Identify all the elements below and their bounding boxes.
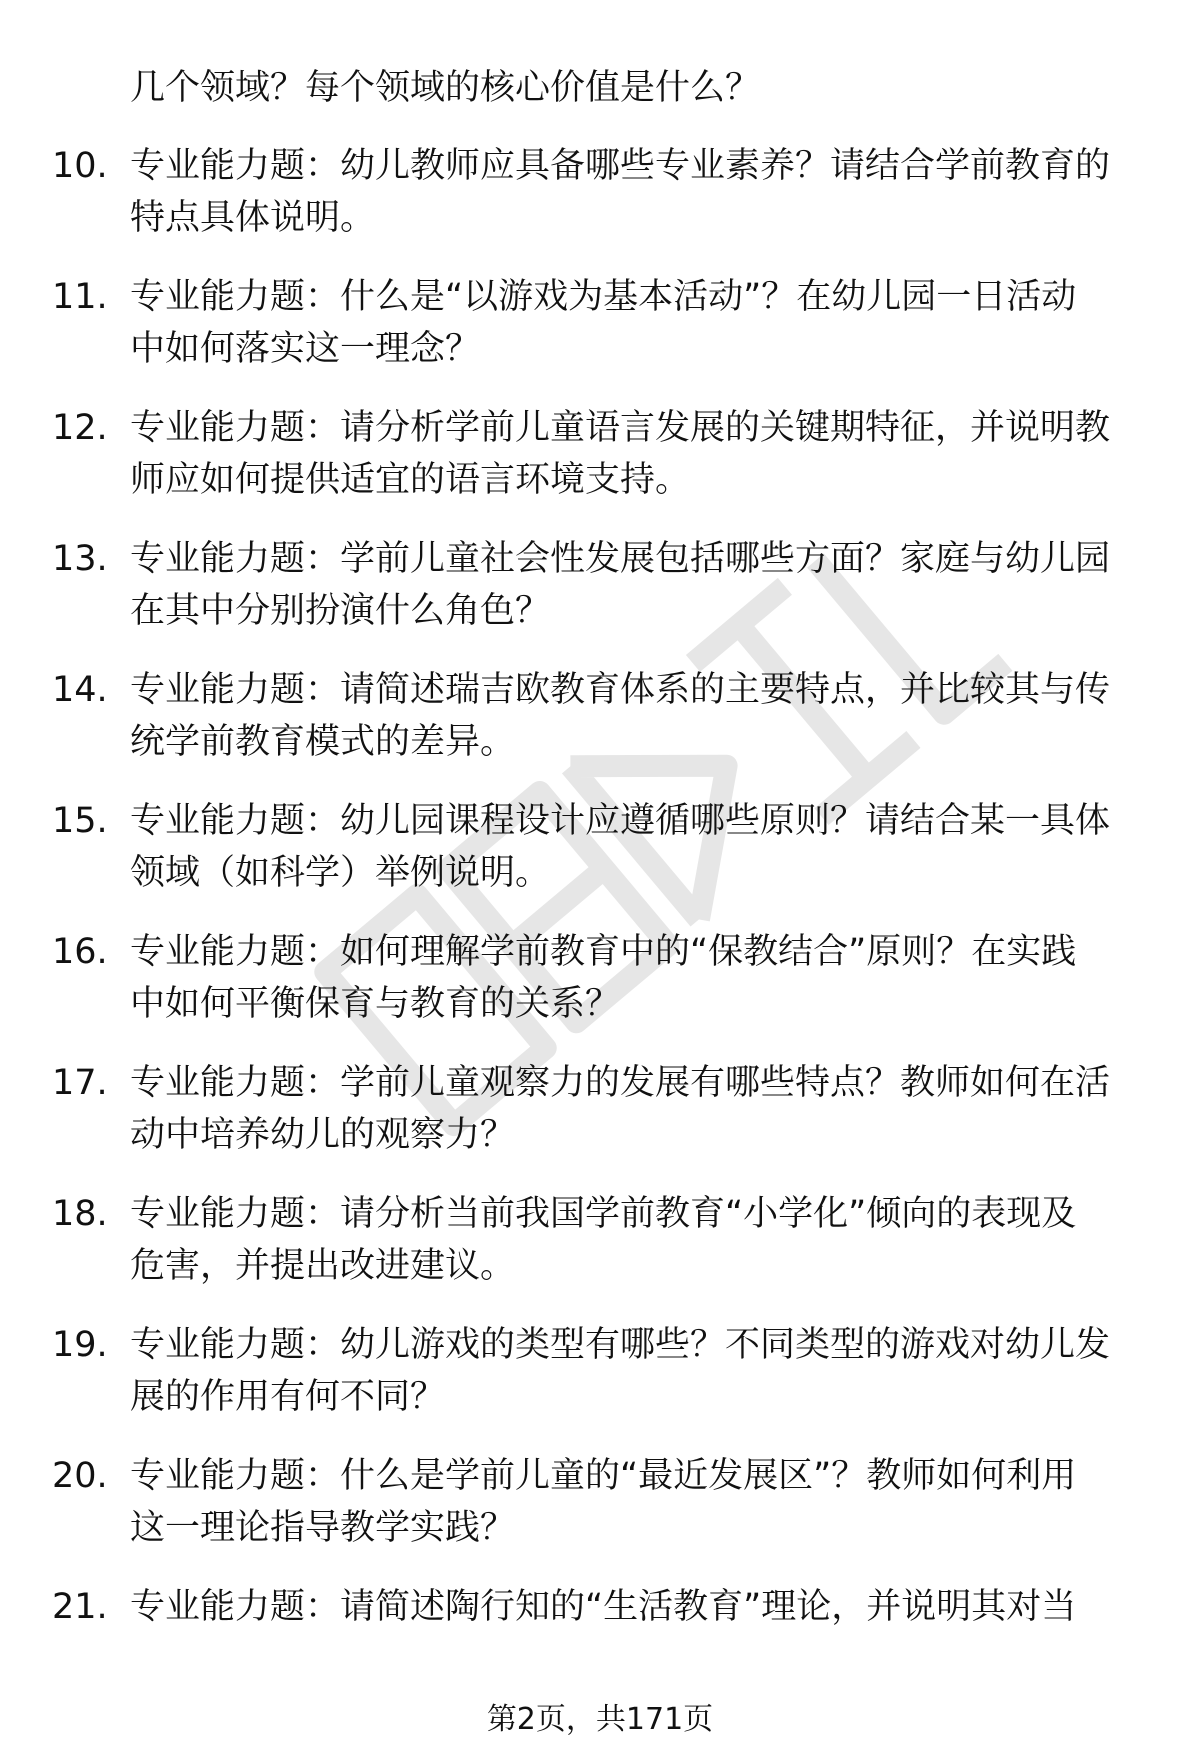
question-line: 专业能力题：幼儿教师应具备哪些专业素养？请结合学前教育的 [130,146,1111,186]
question-item [0,1581,1200,1712]
continued-question-text: 几个领域？每个领域的核心价值是什么？ [130,68,761,108]
page-number-footer: 第2页，共171页 [486,1702,714,1737]
question-line: 专业能力题：学前儿童社会性发展包括哪些方面？家庭与幼儿园 [130,539,1111,579]
question-line: 危害，并提出改进建议。 [130,1246,516,1286]
question-line: 专业能力题：请简述陶行知的“生活教育”理论，并说明其对当 [130,1587,1077,1627]
question-line: 专业能力题：幼儿园课程设计应遵循哪些原则？请结合某一具体 [130,801,1111,841]
question-line: 展的作用有何不同？ [130,1377,446,1417]
question-text [130,1319,1140,1423]
question-text [130,664,1140,768]
question-number: 16. [52,932,108,972]
question-item [0,664,1200,795]
question-number: 13. [52,539,108,579]
question-text [130,1450,1140,1554]
question-number: 17. [52,1063,108,1103]
question-line: 在其中分别扮演什么角色？ [130,591,551,631]
question-item [0,1188,1200,1319]
question-number: 20. [52,1456,108,1496]
question-text [130,1581,1140,1633]
question-number: 10. [52,146,108,186]
question-text [130,926,1140,1030]
question-line: 专业能力题：请分析学前儿童语言发展的关键期特征，并说明教 [130,408,1111,448]
question-item [0,1057,1200,1188]
question-line: 特点具体说明。 [130,198,376,238]
question-item [0,402,1200,533]
question-line: 这一理论指导教学实践？ [130,1508,516,1548]
question-number: 21. [52,1587,108,1627]
question-line: 领域（如科学）举例说明。 [130,853,551,893]
question-line: 师应如何提供适宜的语言环境支持。 [130,460,691,500]
question-line: 中如何落实这一理念？ [130,329,481,369]
question-item [0,140,1200,271]
question-list [0,140,1200,1712]
question-line: 专业能力题：请分析当前我国学前教育“小学化”倾向的表现及 [130,1194,1077,1234]
question-number: 11. [52,277,108,317]
question-text [130,533,1140,637]
question-line: 专业能力题：如何理解学前教育中的“保教结合”原则？在实践 [130,932,1077,972]
question-number: 19. [52,1325,108,1365]
question-line: 专业能力题：请简述瑞吉欧教育体系的主要特点，并比较其与传 [130,670,1111,710]
question-item [0,533,1200,664]
question-number: 12. [52,408,108,448]
question-number: 14. [52,670,108,710]
question-line: 统学前教育模式的差异。 [130,722,516,762]
question-item [0,271,1200,402]
question-text [130,795,1140,899]
question-text [130,1057,1140,1161]
question-line: 中如何平衡保育与教育的关系？ [130,984,621,1024]
question-item [0,1319,1200,1450]
question-text [130,402,1140,506]
question-line: 专业能力题：幼儿游戏的类型有哪些？不同类型的游戏对幼儿发 [130,1325,1111,1365]
question-item [0,926,1200,1057]
question-text [130,140,1140,244]
question-line: 专业能力题：什么是学前儿童的“最近发展区”？教师如何利用 [130,1456,1077,1496]
question-item [0,795,1200,926]
question-line: 动中培养幼儿的观察力？ [130,1115,516,1155]
question-item [0,1450,1200,1581]
question-text [130,271,1140,375]
question-number: 18. [52,1194,108,1234]
question-line: 专业能力题：什么是“以游戏为基本活动”？在幼儿园一日活动 [130,277,1077,317]
question-number: 15. [52,801,108,841]
question-line: 专业能力题：学前儿童观察力的发展有哪些特点？教师如何在活 [130,1063,1111,1103]
question-text [130,1188,1140,1292]
